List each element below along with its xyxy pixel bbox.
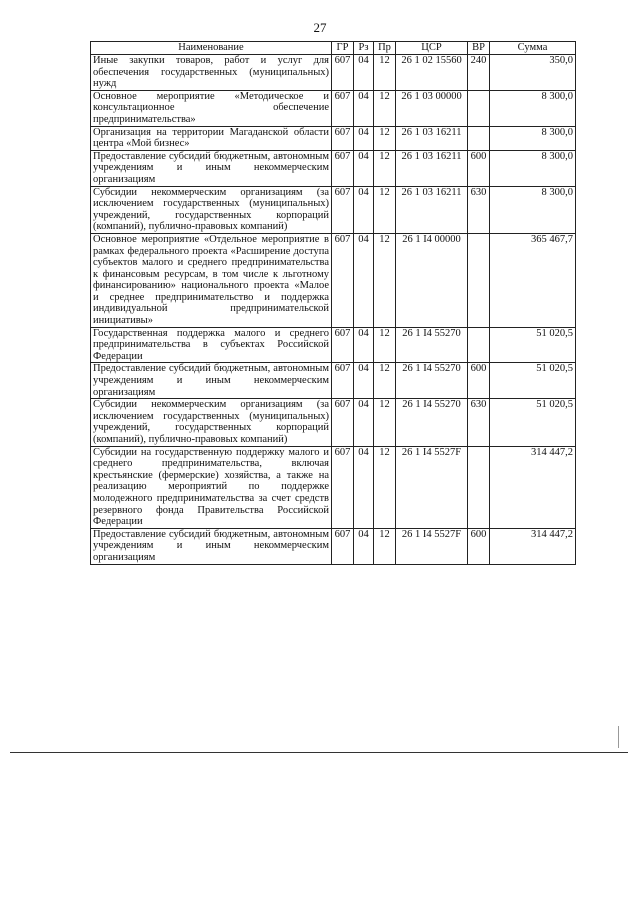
row-pr: 12 [374, 528, 396, 564]
row-pr: 12 [374, 150, 396, 186]
row-csr: 26 1 I4 00000 [396, 233, 468, 327]
row-pr: 12 [374, 55, 396, 91]
row-gr: 607 [332, 55, 354, 91]
row-rz: 04 [354, 150, 374, 186]
table-row [91, 399, 576, 446]
row-sum: 365 467,7 [490, 233, 576, 327]
row-csr: 26 1 02 15560 [396, 55, 468, 91]
table-row [91, 186, 576, 233]
header-gr: ГР [332, 42, 354, 55]
header-sum: Сумма [490, 42, 576, 55]
row-gr: 607 [332, 233, 354, 327]
row-pr: 12 [374, 327, 396, 363]
row-rz: 04 [354, 446, 374, 528]
row-rz: 04 [354, 363, 374, 399]
row-sum: 314 447,2 [490, 528, 576, 564]
row-pr: 12 [374, 186, 396, 233]
row-rz: 04 [354, 327, 374, 363]
table-row [91, 528, 576, 564]
row-name: Основное мероприятие «Отдельное мероприятие в рамках федерального проекта «Расширение доступа субъектов малого и среднего предпринимательства к финансовым ресурсам, в том числе к льготному финансированию» национального проекта «Малое и среднее предпринимательство и поддержка индивидуальной предпринимательской инициативы» [91, 233, 332, 327]
row-rz: 04 [354, 399, 374, 446]
row-gr: 607 [332, 90, 354, 126]
row-csr: 26 1 I4 55270 [396, 399, 468, 446]
row-vr [468, 446, 490, 528]
row-sum: 350,0 [490, 55, 576, 91]
row-gr: 607 [332, 399, 354, 446]
row-pr: 12 [374, 363, 396, 399]
row-sum: 8 300,0 [490, 90, 576, 126]
row-pr: 12 [374, 233, 396, 327]
row-gr: 607 [332, 126, 354, 150]
table-row [91, 363, 576, 399]
row-gr: 607 [332, 150, 354, 186]
row-sum: 51 020,5 [490, 327, 576, 363]
header-pr: Пр [374, 42, 396, 55]
header-csr: ЦСР [396, 42, 468, 55]
row-vr: 240 [468, 55, 490, 91]
table-row [91, 126, 576, 150]
row-csr: 26 1 03 16211 [396, 150, 468, 186]
row-gr: 607 [332, 528, 354, 564]
row-sum: 8 300,0 [490, 150, 576, 186]
row-gr: 607 [332, 446, 354, 528]
row-name: Субсидии некоммерческим организациям (за исключением государственных (муниципальных) учреждений, государственных корпораций (компаний), публично-правовых компаний) [91, 399, 332, 446]
row-sum: 8 300,0 [490, 126, 576, 150]
header-rz: Рз [354, 42, 374, 55]
row-gr: 607 [332, 186, 354, 233]
row-rz: 04 [354, 233, 374, 327]
table-row [91, 446, 576, 528]
row-csr: 26 1 I4 55270 [396, 327, 468, 363]
row-rz: 04 [354, 126, 374, 150]
row-sum: 51 020,5 [490, 363, 576, 399]
row-gr: 607 [332, 327, 354, 363]
table-row [91, 90, 576, 126]
row-name: Субсидии некоммерческим организациям (за исключением государственных (муниципальных) учреждений, государственных корпораций (компаний), публично-правовых компаний) [91, 186, 332, 233]
table-header-row [91, 42, 576, 55]
scan-edge-mark [618, 726, 619, 748]
row-vr: 630 [468, 399, 490, 446]
footer-divider [10, 752, 628, 753]
header-name: Наименование [91, 42, 332, 55]
row-name: Предоставление субсидий бюджетным, автономным учреждениям и иным некоммерческим организациям [91, 150, 332, 186]
row-name: Основное мероприятие «Методическое и консультационное обеспечение предпринимательства» [91, 90, 332, 126]
row-name: Государственная поддержка малого и среднего предпринимательства в субъектах Российской Федерации [91, 327, 332, 363]
row-csr: 26 1 I4 5527F [396, 446, 468, 528]
row-csr: 26 1 03 16211 [396, 186, 468, 233]
row-pr: 12 [374, 399, 396, 446]
row-vr [468, 90, 490, 126]
row-rz: 04 [354, 90, 374, 126]
row-vr: 600 [468, 363, 490, 399]
table-row [91, 150, 576, 186]
row-rz: 04 [354, 528, 374, 564]
row-pr: 12 [374, 126, 396, 150]
row-vr [468, 126, 490, 150]
row-name: Иные закупки товаров, работ и услуг для обеспечения государственных (муниципальных) нужд [91, 55, 332, 91]
row-rz: 04 [354, 55, 374, 91]
page-number: 27 [313, 20, 327, 35]
row-vr [468, 327, 490, 363]
row-csr: 26 1 03 00000 [396, 90, 468, 126]
row-csr: 26 1 I4 5527F [396, 528, 468, 564]
row-gr: 607 [332, 363, 354, 399]
row-csr: 26 1 I4 55270 [396, 363, 468, 399]
header-vr: ВР [468, 42, 490, 55]
row-name: Субсидии на государственную поддержку малого и среднего предпринимательства, включая крестьянские (фермерские) хозяйства, а также на реализацию мероприятий по поддержке молодежного предпринимательства за счет средств резервного фонда Правительства Российской Федерации [91, 446, 332, 528]
row-vr: 600 [468, 150, 490, 186]
table-row [91, 55, 576, 91]
row-pr: 12 [374, 90, 396, 126]
row-rz: 04 [354, 186, 374, 233]
budget-table [90, 41, 576, 565]
row-name: Предоставление субсидий бюджетным, автономным учреждениям и иным некоммерческим организациям [91, 363, 332, 399]
row-sum: 314 447,2 [490, 446, 576, 528]
row-vr: 600 [468, 528, 490, 564]
row-name: Предоставление субсидий бюджетным, автономным учреждениям и иным некоммерческим организациям [91, 528, 332, 564]
row-vr [468, 233, 490, 327]
row-sum: 51 020,5 [490, 399, 576, 446]
row-pr: 12 [374, 446, 396, 528]
row-sum: 8 300,0 [490, 186, 576, 233]
row-name: Организация на территории Магаданской области центра «Мой бизнес» [91, 126, 332, 150]
row-vr: 630 [468, 186, 490, 233]
table-row [91, 327, 576, 363]
row-csr: 26 1 03 16211 [396, 126, 468, 150]
table-row [91, 233, 576, 327]
